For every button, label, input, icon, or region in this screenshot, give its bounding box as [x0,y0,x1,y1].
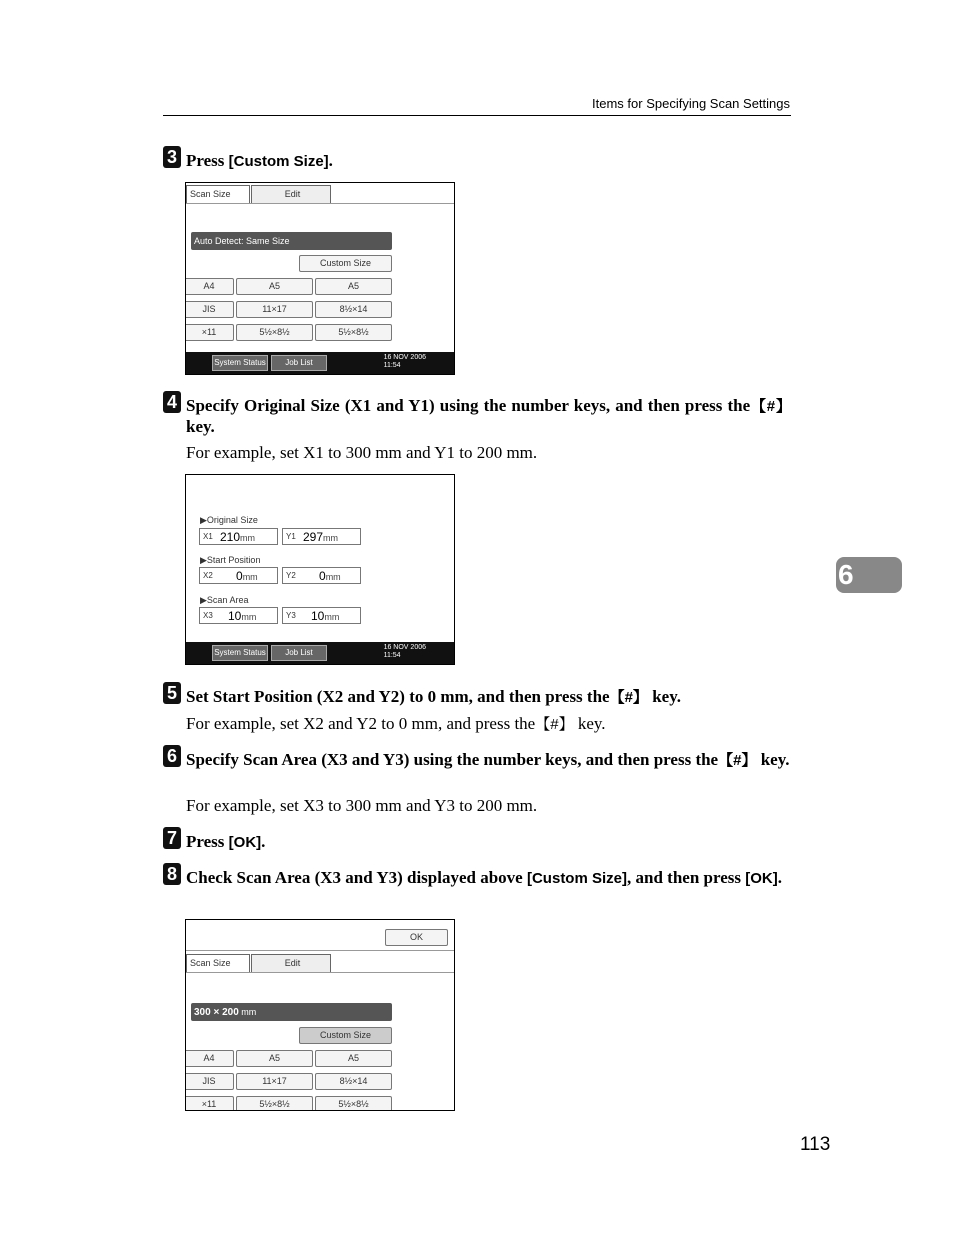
header-title: Items for Specifying Scan Settings [592,96,790,111]
field-name: Y2 [286,571,296,580]
x2-field[interactable] [199,567,278,584]
step-text: key. [756,750,790,769]
step-number: 7 [163,827,181,849]
unit: mm [240,533,256,543]
screen-scan-size-result [185,919,455,1111]
step-number: 6 [163,745,181,767]
key-label: [Custom Size] [526,870,627,887]
original-size-label: ▶Original Size [200,515,258,525]
step-text: Specify Original Size (X1 and Y1) using the number keys, and then press the [186,396,751,415]
step-text: Specify Scan Area (X3 and Y3) using the number keys, and then press the [186,750,719,769]
size-button[interactable]: 8½×14 [315,1073,392,1090]
step-instruction [186,396,791,437]
custom-size-button[interactable]: Custom Size [299,1027,392,1044]
size-button[interactable]: 5½×8½ [236,324,313,341]
x3-field[interactable] [199,607,278,624]
chapter-tab: 6 [836,557,902,593]
hash-key: 【#】 [750,398,791,415]
tab-divider [186,972,454,973]
unit: mm [242,572,258,582]
step-text: key. [647,687,681,706]
step-text: . [261,832,266,851]
size-button[interactable]: A5 [315,1050,392,1067]
job-list-button[interactable]: Job List [271,355,327,371]
date-text: 16 NOV 2006 [383,354,426,361]
step-text: . [328,151,333,170]
hash-key: 【#】 [609,689,648,706]
job-list-button[interactable]: Job List [271,645,327,661]
status-footer [186,352,454,374]
step-note [186,714,606,735]
note-text: For example, set X2 and Y2 to 0 mm, and press the [186,714,536,733]
size-button[interactable]: ×11 [185,1096,234,1111]
field-name: X1 [203,532,213,541]
y1-field[interactable] [282,528,361,545]
size-value: 300 × 200 [194,1007,239,1018]
size-button[interactable]: 11×17 [236,1073,313,1090]
size-unit: mm [241,1007,257,1017]
hash-key: 【#】 [535,716,574,733]
status-footer [186,642,454,664]
custom-size-button[interactable]: Custom Size [299,255,392,272]
size-button[interactable]: 5½×8½ [315,324,392,341]
size-button[interactable]: A4 [185,278,234,295]
date-time [384,644,426,660]
field-name: Y3 [286,611,296,620]
time-text: 11:54 [383,652,401,659]
tab-divider [186,950,454,951]
time-text: 11:54 [383,362,401,369]
date-time [384,354,426,370]
size-button[interactable]: A5 [236,278,313,295]
status-bar: Auto Detect: Same Size [191,232,392,250]
step-number: 3 [163,146,181,168]
tab-edit[interactable]: Edit [251,185,331,203]
step-text: . [777,868,782,887]
field-value: 297 [303,530,324,544]
size-button[interactable]: ×11 [185,324,234,341]
size-button[interactable]: 8½×14 [315,301,392,318]
unit: mm [325,572,341,582]
key-label: [Custom Size] [228,153,329,170]
key-label: [OK] [745,870,778,887]
step-note: For example, set X3 to 300 mm and Y3 to 200 mm. [186,796,538,815]
step-text: Press [186,151,229,170]
step-instruction [186,868,791,889]
step-text: Press [186,832,229,851]
y2-field[interactable] [282,567,361,584]
field-name: Y1 [286,532,296,541]
field-value: 10 [311,609,325,623]
step-number: 5 [163,682,181,704]
size-button[interactable]: JIS [185,1073,234,1090]
step-text: , and then press [627,868,746,887]
tab-scan-size[interactable]: Scan Size [186,185,250,203]
date-text: 16 NOV 2006 [383,644,426,651]
start-position-label: ▶Start Position [200,555,261,565]
step-instruction [186,750,791,771]
tab-edit[interactable]: Edit [251,954,331,972]
unit: mm [324,612,340,622]
field-name: X3 [203,611,213,620]
hash-key: 【#】 [718,752,757,769]
x1-field[interactable] [199,528,278,545]
field-value: 210 [220,530,241,544]
tab-scan-size[interactable]: Scan Size [186,954,250,972]
size-button[interactable]: A5 [315,278,392,295]
field-value: 0 [236,569,243,583]
step-text: Set Start Position (X2 and Y2) to 0 mm, and then press the [186,687,610,706]
size-button[interactable]: 5½×8½ [315,1096,392,1111]
system-status-button[interactable]: System Status [212,645,268,661]
ok-button[interactable]: OK [385,929,448,946]
step-instruction [186,151,791,172]
step-number: 8 [163,863,181,885]
size-button[interactable]: 11×17 [236,301,313,318]
step-note: For example, set X1 to 300 mm and Y1 to 200 mm. [186,443,538,462]
unit: mm [323,533,339,543]
key-label: [OK] [228,834,262,851]
tab-divider [186,203,454,204]
custom-size-display [191,1003,392,1021]
scan-area-label: ▶Scan Area [200,595,249,605]
size-button[interactable]: A5 [236,1050,313,1067]
size-button[interactable]: A4 [185,1050,234,1067]
step-text: Check Scan Area (X3 and Y3) displayed above [186,868,527,887]
field-value: 10 [228,609,242,623]
page-number: 113 [800,1134,831,1155]
size-button[interactable]: 5½×8½ [236,1096,313,1111]
screen-scan-size [185,182,455,375]
y3-field[interactable] [282,607,361,624]
note-text: key. [573,714,606,733]
field-name: X2 [203,571,213,580]
step-instruction [186,687,791,708]
field-value: 0 [319,569,326,583]
size-button[interactable]: JIS [185,301,234,318]
step-instruction [186,832,791,853]
system-status-button[interactable]: System Status [212,355,268,371]
screen-custom-size [185,474,455,665]
step-text: key. [186,417,215,436]
header-rule [163,115,791,116]
step-number: 4 [163,391,181,413]
unit: mm [241,612,257,622]
